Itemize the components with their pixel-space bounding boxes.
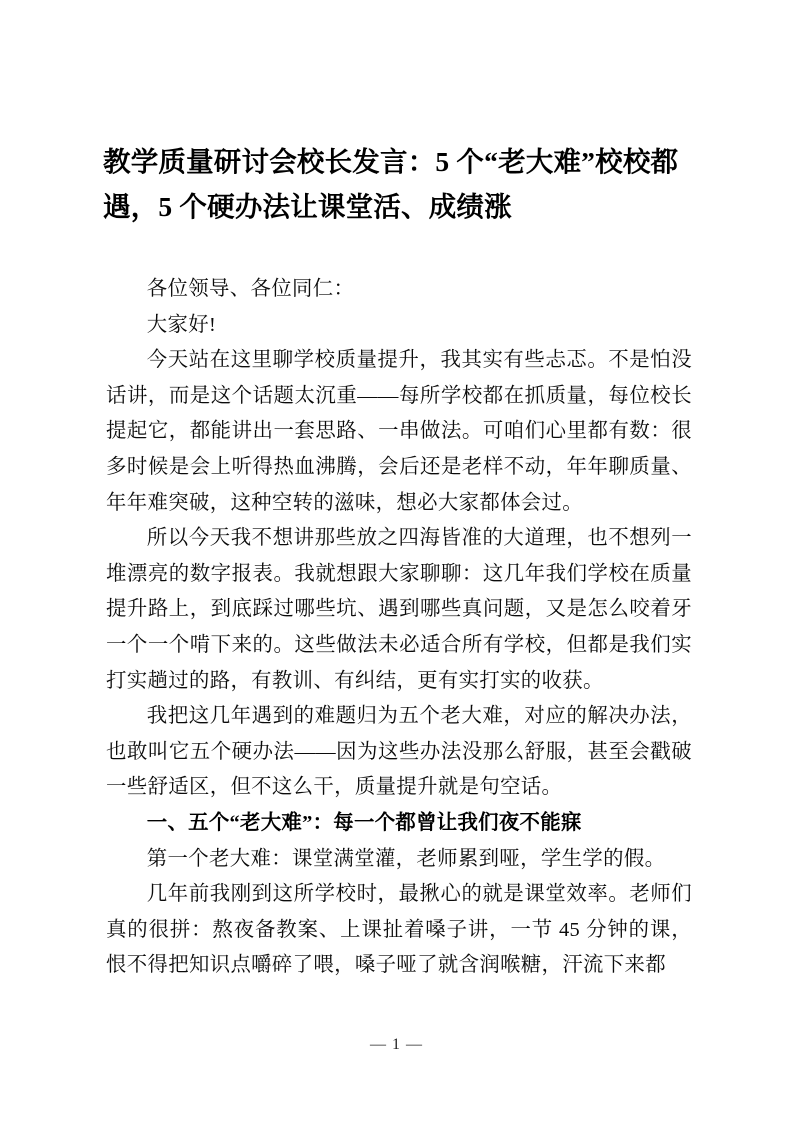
page-number: — 1 — xyxy=(370,1036,423,1053)
body-paragraph-2: 所以今天我不想讲那些放之四海皆准的大道理，也不想列一堆漂亮的数字报表。我就想跟大家聊聊：这几年我们学校在质量提升路上，到底踩过哪些坑、遇到哪些真问题，又是怎么咬着牙一个一个啃下来的。这些做法未必适合所有学校，但都是我们实打实趟过的路，有教训、有纠结，更有实打实的收获。 xyxy=(106,527,692,692)
page-title: 教学质量研讨会校长发言：5 个“老大难”校校都遇，5 个硬办法让课堂活、成绩涨 xyxy=(103,146,679,222)
body-paragraph-1: 今天站在这里聊学校质量提升，我其实有些忐忑。不是怕没话讲，而是这个话题太沉重——每所学校都在抓质量，每位校长提起它，都能讲出一套思路、一串做法。可咱们心里都有数：很多时候是会上听得热血沸腾，会后还是老样不动，年年聊质量、年年难突破，这种空转的滋味，想必大家都体会过。 xyxy=(106,349,692,514)
body-paragraph-4: 第一个老大难：课堂满堂灌，老师累到哑，学生学的假。 xyxy=(146,847,666,870)
body-paragraph-5: 几年前我刚到这所学校时，最揪心的就是课堂效率。老师们真的很拼：熬夜备教案、上课扯着嗓子讲，一节 45 分钟的课，恨不得把知识点嚼碎了喂，嗓子哑了就含润喉糖，汗流下来都 xyxy=(106,883,692,977)
body-paragraph-3: 我把这几年遇到的难题归为五个老大难，对应的解决办法，也敢叫它五个硬办法——因为这些办法没那么舒服，甚至会戳破一些舒适区，但不这么干，质量提升就是句空话。 xyxy=(106,705,692,799)
section-heading-1: 一、五个“老大难”：每一个都曾让我们夜不能寐 xyxy=(146,811,582,834)
document-body xyxy=(106,272,692,984)
salutation-line: 各位领导、各位同仁： xyxy=(146,278,355,300)
greeting-line: 大家好! xyxy=(146,313,217,336)
